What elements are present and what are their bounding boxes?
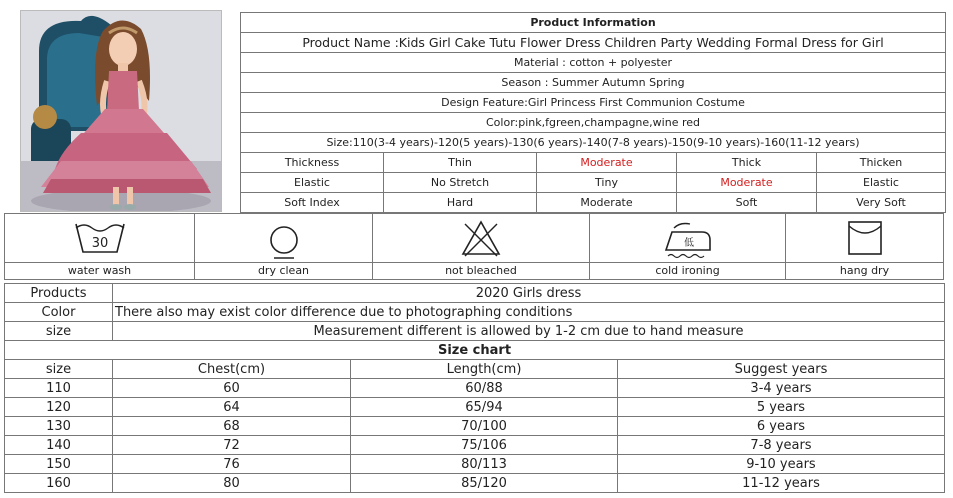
wash-temp: 30: [91, 236, 108, 251]
grid-label-thickness: Thickness: [240, 152, 384, 173]
product-design: Design Feature:Girl Princess First Communion Costume: [240, 92, 946, 113]
grid-cell: Elastic: [816, 172, 946, 193]
table-cell: 7-8 years: [617, 435, 945, 455]
table-cell: 75/106: [350, 435, 618, 455]
table-cell: 85/120: [350, 473, 618, 493]
table-cell: 76: [112, 454, 351, 474]
care-label: water wash: [5, 262, 194, 279]
iron-level: 低: [683, 238, 694, 249]
care-item: [589, 213, 786, 280]
care-item: [194, 213, 373, 280]
grid-cell-selected: Moderate: [676, 172, 817, 193]
size-value: Measurement different is allowed by 1-2 cm due to hand measure: [112, 321, 945, 341]
no-bleach-icon: [373, 218, 589, 260]
care-item: [4, 213, 195, 280]
grid-cell: No Stretch: [383, 172, 537, 193]
size-chart-title: Size chart: [4, 340, 945, 360]
table-cell: 140: [4, 435, 113, 455]
care-label: cold ironing: [590, 262, 785, 279]
products-value: 2020 Girls dress: [112, 283, 945, 303]
grid-cell: Hard: [383, 192, 537, 213]
product-color: Color:pink,fgreen,champagne,wine red: [240, 112, 946, 133]
table-cell: 72: [112, 435, 351, 455]
size-chart-col-header: size: [4, 359, 113, 379]
table-cell: 65/94: [350, 397, 618, 417]
size-chart-col-header: Length(cm): [350, 359, 618, 379]
table-cell: 110: [4, 378, 113, 398]
product-material: Material : cotton + polyester: [240, 52, 946, 73]
table-cell: 3-4 years: [617, 378, 945, 398]
grid-cell: Tiny: [536, 172, 677, 193]
table-cell: 11-12 years: [617, 473, 945, 493]
care-item: [785, 213, 944, 280]
table-cell: 60/88: [350, 378, 618, 398]
care-label: dry clean: [195, 262, 372, 279]
size-chart-col-header: Suggest years: [617, 359, 945, 379]
grid-cell: Thicken: [816, 152, 946, 173]
size-chart-col-header: Chest(cm): [112, 359, 351, 379]
dry-clean-icon: [195, 218, 372, 260]
table-cell: 150: [4, 454, 113, 474]
grid-cell: Very Soft: [816, 192, 946, 213]
grid-label-elastic: Elastic: [240, 172, 384, 193]
size-label: size: [4, 321, 113, 341]
table-cell: 160: [4, 473, 113, 493]
table-cell: 80/113: [350, 454, 618, 474]
table-cell: 80: [112, 473, 351, 493]
table-cell: 120: [4, 397, 113, 417]
color-label: Color: [4, 302, 113, 322]
table-cell: 64: [112, 397, 351, 417]
iron-low-icon: [590, 218, 785, 260]
care-label: hang dry: [786, 262, 943, 279]
table-cell: 130: [4, 416, 113, 436]
table-cell: 60: [112, 378, 351, 398]
product-photo: [20, 10, 222, 212]
product-sizes: Size:110(3-4 years)-120(5 years)-130(6 years)-140(7-8 years)-150(9-10 years)-160(11-12 years): [240, 132, 946, 153]
products-label: Products: [4, 283, 113, 303]
hang-dry-icon: [786, 218, 943, 260]
table-cell: 70/100: [350, 416, 618, 436]
table-cell: 9-10 years: [617, 454, 945, 474]
grid-cell: Thin: [383, 152, 537, 173]
grid-label-soft-index: Soft Index: [240, 192, 384, 213]
grid-cell: Moderate: [536, 192, 677, 213]
product-name: Product Name :Kids Girl Cake Tutu Flower Dress Children Party Wedding Formal Dress for Girl: [240, 32, 946, 53]
table-cell: 5 years: [617, 397, 945, 417]
product-info-title: Product Information: [240, 12, 946, 33]
grid-cell: Thick: [676, 152, 817, 173]
wash-30-icon: [5, 218, 194, 260]
color-value: There also may exist color difference due to photographing conditions: [112, 302, 945, 322]
table-cell: 68: [112, 416, 351, 436]
grid-cell-selected: Moderate: [536, 152, 677, 173]
grid-cell: Soft: [676, 192, 817, 213]
care-item: [372, 213, 590, 280]
care-label: not bleached: [373, 262, 589, 279]
product-season: Season : Summer Autumn Spring: [240, 72, 946, 93]
table-cell: 6 years: [617, 416, 945, 436]
